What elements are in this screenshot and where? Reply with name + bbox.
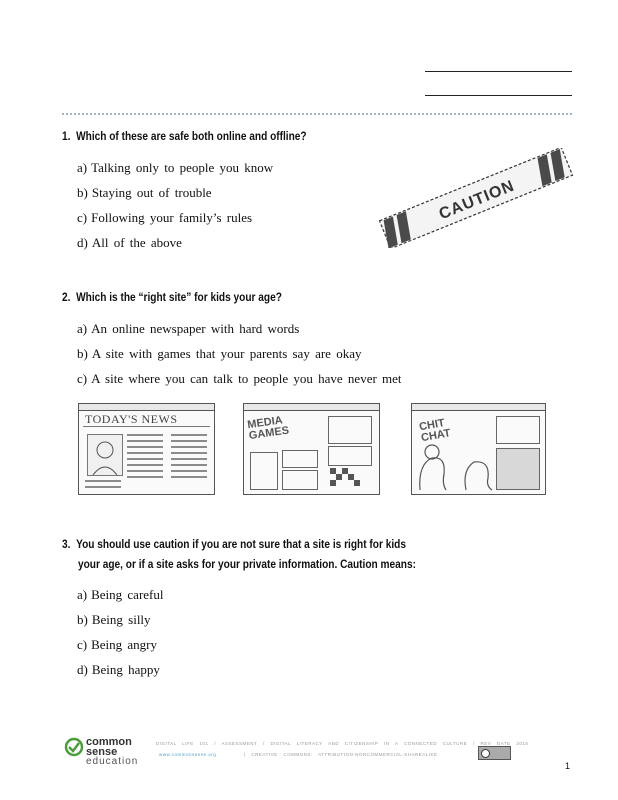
footer-url[interactable]: www.commonsense.org <box>159 752 217 757</box>
footer-line-1: DIGITAL LIFE 101 / ASSESSMENT / DIGITAL LITERACY AND CITIZENSHIP IN A CONNECTED CULTURE / REV DATE 2015 <box>156 741 529 746</box>
caution-label: CAUTION <box>436 177 518 224</box>
option-2b[interactable]: b) A site with games that your parents say are okay <box>77 346 362 361</box>
logo-text: common sense education <box>86 736 139 767</box>
option-2c[interactable]: c) A site where you can talk to people you have never met <box>77 371 402 386</box>
question-3-line-1 <box>62 539 406 551</box>
question-number: 1. <box>62 131 71 143</box>
question-2 <box>62 292 282 304</box>
question-1 <box>62 131 307 143</box>
option-3c[interactable]: c) Being angry <box>77 637 158 652</box>
footer-line-2: | CREATIVE COMMONS: ATTRIBUTION-NONCOMMERCIAL-SHAREALIKE <box>244 752 438 757</box>
games-site-thumbnail[interactable] <box>243 403 380 495</box>
question-number: 2. <box>62 292 71 304</box>
option-3b[interactable]: b) Being silly <box>77 612 151 627</box>
chat-title: CHIT CHAT <box>418 417 452 445</box>
option-3d[interactable]: d) Being happy <box>77 662 160 677</box>
question-text: Which of these are safe both online and offline? <box>76 131 307 143</box>
news-site-thumbnail[interactable] <box>78 403 215 495</box>
question-text: You should use caution if you are not sure that a site is right for kids <box>76 539 406 551</box>
caution-tape-image <box>372 148 580 248</box>
question-number: 3. <box>62 539 71 551</box>
name-line[interactable] <box>425 71 572 72</box>
question-3-line-2 <box>78 559 416 571</box>
date-line[interactable] <box>425 95 572 96</box>
cc-license-badge <box>478 746 511 760</box>
question-text: Which is the “right site” for kids your age? <box>76 292 282 304</box>
check-logo-icon <box>64 737 84 757</box>
option-1c[interactable]: c) Following your family’s rules <box>77 210 253 225</box>
option-1a[interactable]: a) Talking only to people you know <box>77 160 274 175</box>
chat-site-thumbnail[interactable] <box>411 403 546 495</box>
option-1b[interactable]: b) Staying out of trouble <box>77 185 212 200</box>
option-2a[interactable]: a) An online newspaper with hard words <box>77 321 300 336</box>
games-title: MEDIA GAMES <box>246 414 290 443</box>
dotted-divider <box>62 113 572 115</box>
news-headline: TODAY'S NEWS <box>85 412 178 426</box>
option-1d[interactable]: d) All of the above <box>77 235 182 250</box>
option-3a[interactable]: a) Being careful <box>77 587 164 602</box>
question-text: your age, or if a site asks for your private information. Caution means: <box>78 559 416 571</box>
person-photo <box>87 434 123 476</box>
page-number: 1 <box>565 761 571 771</box>
